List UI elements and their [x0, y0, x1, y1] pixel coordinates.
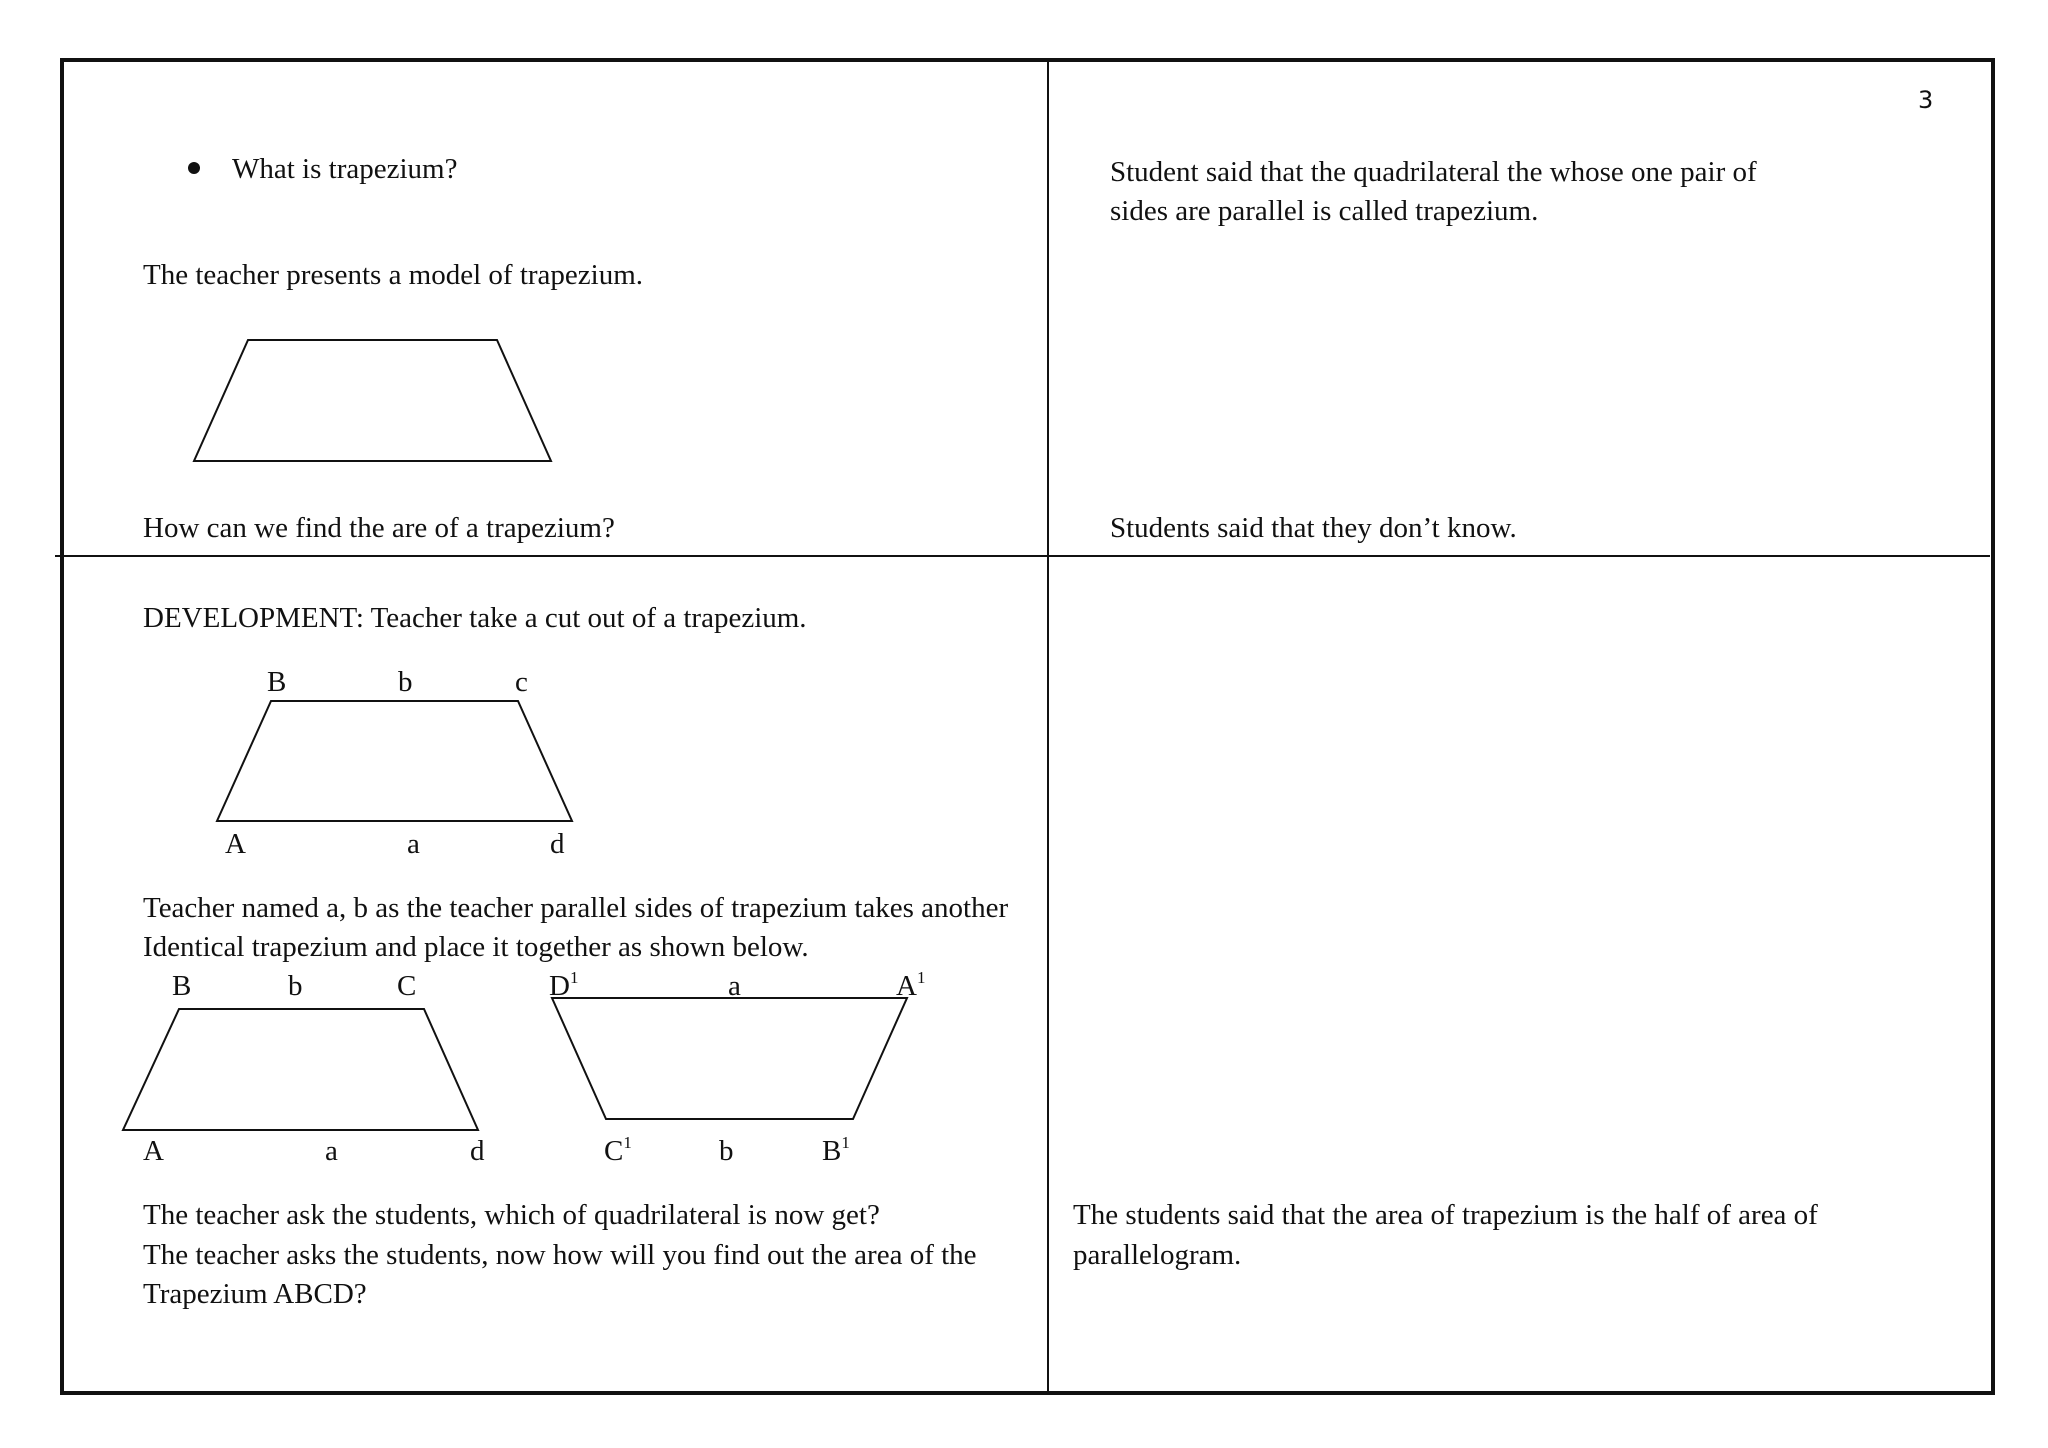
- fig1-label-A: A: [225, 828, 246, 860]
- teacher-named-line2: Identical trapezium and place it together as shown below.: [143, 931, 809, 963]
- fig3-label-D1: $D^1$: [549, 968, 579, 1002]
- fig3-label-a: a: [728, 970, 741, 1002]
- trapezium-model: [194, 340, 551, 461]
- fig3-label-B1: $B^1$: [822, 1133, 850, 1167]
- teacher-named-line1: Teacher named a, b as the teacher parallel sides of trapezium takes another: [143, 892, 1009, 924]
- fig3-label-A1: $A^1$: [896, 968, 926, 1002]
- trapezium-abcd: [217, 701, 572, 821]
- fig2-label-A: A: [143, 1135, 164, 1167]
- trapezium-abcd-copy: [123, 1009, 478, 1130]
- fig3-label-C1: $C^1$: [604, 1133, 632, 1167]
- students-area-answer-line1: The students said that the area of trapezium is the half of area of: [1073, 1199, 1818, 1231]
- teacher-ask-line2: The teacher asks the students, now how will you find out the area of the: [143, 1239, 977, 1271]
- fig3-label-b: b: [719, 1135, 734, 1167]
- trapezium-inverted: [552, 998, 907, 1119]
- fig1-label-b: b: [398, 666, 413, 698]
- question-what-is-trapezium: What is trapezium?: [232, 153, 458, 185]
- how-find-area-question: How can we find the are of a trapezium?: [143, 512, 615, 544]
- fig2-label-b: b: [288, 970, 303, 1002]
- fig1-label-d: d: [550, 828, 565, 860]
- students-area-answer-line2: parallelogram.: [1073, 1239, 1242, 1271]
- fig1-label-c: c: [515, 666, 528, 698]
- teacher-ask-line1: The teacher ask the students, which of quadrilateral is now get?: [143, 1199, 880, 1231]
- fig1-label-B: B: [267, 666, 287, 698]
- student-answer-line2: sides are parallel is called trapezium.: [1110, 195, 1539, 227]
- teacher-ask-line3: Trapezium ABCD?: [143, 1278, 367, 1310]
- page-number: 3: [1918, 86, 1934, 114]
- students-dont-know: Students said that they don’t know.: [1110, 512, 1517, 544]
- student-answer-line1: Student said that the quadrilateral the whose one pair of: [1110, 156, 1757, 188]
- fig2-label-B: B: [172, 970, 192, 1002]
- fig2-label-d: d: [470, 1135, 485, 1167]
- fig1-label-a: a: [407, 828, 420, 860]
- fig2-label-a: a: [325, 1135, 338, 1167]
- development-heading: DEVELOPMENT: Teacher take a cut out of a trapezium.: [143, 602, 807, 634]
- fig2-label-C: C: [397, 970, 417, 1002]
- teacher-presents-model: The teacher presents a model of trapezium.: [143, 259, 644, 291]
